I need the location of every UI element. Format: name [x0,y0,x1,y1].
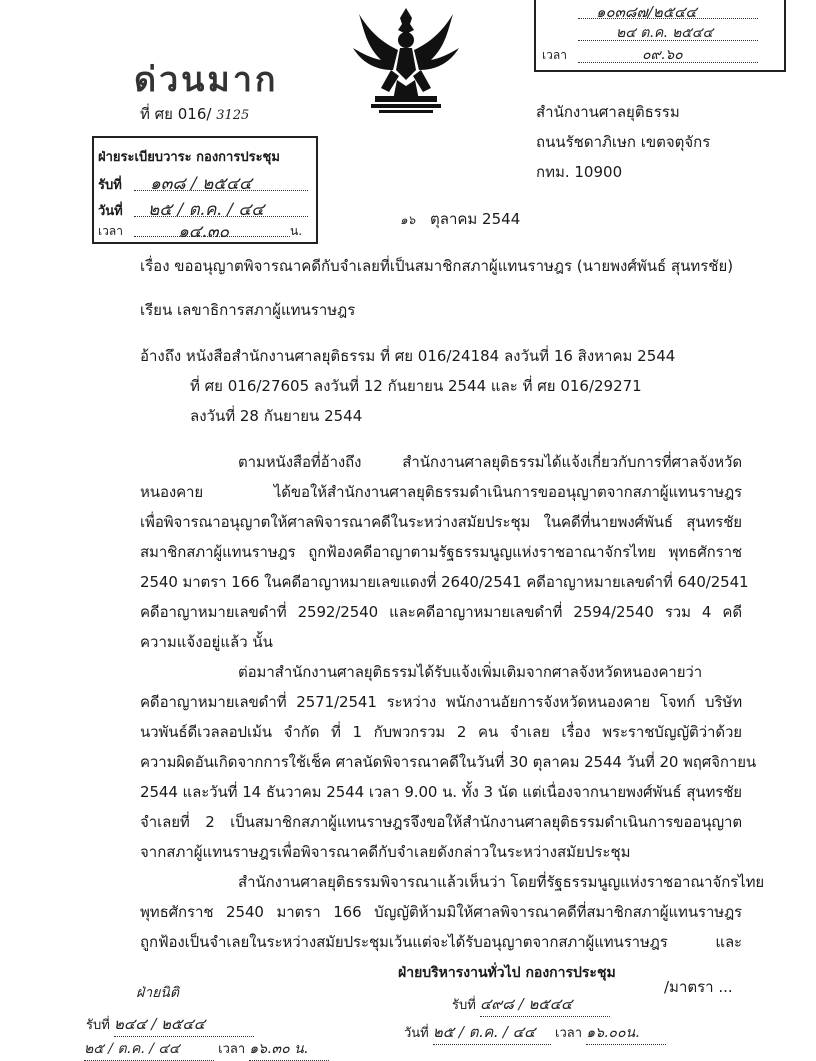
reference-line-1: อ้างถึง หนังสือสำนักงานศาลยุติธรรม ที่ ศย 016/24184 ลงวันที่ 16 สิงหาคม 2544 [140,347,676,365]
registry-stamp-line [134,236,290,237]
bottom-right-stamp-received-value: ๔๙๘ / ๒๕๔๔ [480,992,610,1017]
paragraph-2-line: จำเลยที่ 2 เป็นสมาชิกสภาผู้แทนราษฎรจึงขอให้สำนักงานศาลยุติธรรมดำเนินการขออนุญาต [140,813,742,831]
registry-stamp-time-suffix: น. [290,224,303,238]
addressee-line: เรียน เลขาธิการสภาผู้แทนราษฎร [140,301,356,319]
paragraph-1-line: หนองคาย ได้ขอให้สำนักงานศาลยุติธรรมดำเนินการขออนุญาตจากสภาผู้แทนราษฎร [140,483,742,501]
paragraph-1-line: คดีอาญาหมายเลขดำที่ 2592/2540 และคดีอาญาหมายเลขดำที่ 2594/2540 รวม 4 คดี [140,603,742,621]
paragraph-2-line: จากสภาผู้แทนราษฎรเพื่อพิจารณาคดีกับจำเลยดังกล่าวในระหว่างสมัยประชุม [140,843,631,861]
registry-stamp-line [134,216,308,217]
bottom-right-stamp-time-label: เวลา [555,1026,583,1041]
paragraph-2-line: ความผิดอันเกิดจากการใช้เช็ค ศาลนัดพิจารณาคดีในวันที่ 30 ตุลาคม 2544 วันที่ 20 พฤศจิกายน [140,753,757,771]
bottom-right-stamp-date-value: ๒๕ / ต.ค. / ๔๔ [433,1020,551,1045]
paragraph-3-line: ถูกฟ้องเป็นจำเลยในระหว่างสมัยประชุมเว้นแต่จะได้รับอนุญาตจากสภาผู้แทนราษฎร และ [140,933,742,951]
top-stamp-line [578,18,758,19]
bottom-left-stamp-date [84,1038,329,1061]
bottom-right-stamp-date-label: วันที่ [404,1026,429,1041]
paragraph-1-line: ตามหนังสือที่อ้างถึง สำนักงานศาลยุติธรรมได้แจ้งเกี่ยวกับการที่ศาลจังหวัด [238,453,742,471]
bottom-left-stamp-title: ฝ่ายนิติ [136,985,179,1001]
office-name: สำนักงานศาลยุติธรรม [536,103,680,121]
bottom-left-stamp-received-value: ๒๔๔ / ๒๕๔๔ [114,1012,254,1037]
paragraph-3-line: สำนักงานศาลยุติธรรมพิจารณาแล้วเห็นว่า โดยที่รัฐธรรมนูญแห่งราชอาณาจักรไทย [238,873,765,891]
bottom-right-stamp-time-value: ๑๖.๐๐น. [586,1022,666,1045]
registry-stamp-time-label: เวลา [98,224,123,238]
paragraph-1-line: สมาชิกสภาผู้แทนราษฎร ถูกฟ้องคดีอาญาตามรัฐธรรมนูญแห่งราชอาณาจักรไทย พุทธศักราช [140,543,742,561]
letter-date-day: ๑๖ [400,213,416,227]
paragraph-2-line: นวพันธ์ดีเวลลอปเม้น จำกัด ที่ 1 กับพวกรวม 2 คน จำเลย เรื่อง พระราชบัญญัติว่าด้วย [140,723,742,741]
paragraph-2-line: 2544 และวันที่ 14 ธันวาคม 2544 เวลา 9.00 น. ทั้ง 3 นัด แต่เนื่องจากนายพงศ์พันธ์ สุนทรชัย [140,783,742,801]
bottom-left-stamp-time-label: เวลา [218,1042,246,1057]
registry-stamp [92,136,318,244]
garuda-emblem-icon [345,4,467,116]
paragraph-3-line: พุทธศักราช 2540 มาตรา 166 บัญญัติห้ามมิให้ศาลพิจารณาคดีที่สมาชิกสภาผู้แทนราษฎร [140,903,742,921]
paragraph-1-line: 2540 มาตรา 166 ในคดีอาญาหมายเลขแดงที่ 2640/2541 คดีอาญาหมายเลขดำที่ 640/2541 [140,573,749,591]
continuation-marker: /มาตรา ... [664,978,733,996]
bottom-left-stamp-received [86,1012,254,1037]
registry-stamp-line [134,190,308,191]
top-stamp-time: ๐๙.๖๐ [642,47,683,63]
document-number-label: ที่ ศย 016/ [140,105,212,123]
paragraph-2-line: คดีอาญาหมายเลขดำที่ 2571/2541 ระหว่าง พนักงานอัยการจังหวัดหนองคาย โจทก์ บริษัท [140,693,742,711]
reference-line-3: ลงวันที่ 28 กันยายน 2544 [190,407,363,425]
bottom-right-stamp-date [404,1020,666,1045]
registry-stamp-received-value: ๑๓๘ / ๒๕๔๔ [150,174,252,194]
document-number [140,102,249,126]
top-stamp-time-label: เวลา [542,48,567,62]
bottom-left-stamp-received-label: รับที่ [86,1018,110,1033]
paragraph-2-line: ต่อมาสำนักงานศาลยุติธรรมได้รับแจ้งเพิ่มเติมจากศาลจังหวัดหนองคายว่า [238,663,703,681]
top-stamp-received-number: ๑๐๓๘๗/๒๕๔๔ [596,3,697,21]
bottom-left-stamp-time-value: ๑๖.๓๐ น. [249,1038,329,1061]
registry-stamp-time-value: ๑๔.๓๐ [178,222,230,242]
bottom-right-stamp-title: ฝ่ายบริหารงานทั่วไป กองการประชุม [398,965,616,981]
registry-stamp-received-label: รับที่ [98,178,122,193]
reference-line-2: ที่ ศย 016/27605 ลงวันที่ 12 กันยายน 2544 และ ที่ ศย 016/29271 [190,377,642,395]
subject-line: เรื่อง ขออนุญาตพิจารณาคดีกับจำเลยที่เป็นสมาชิกสภาผู้แทนราษฎร (นายพงศ์พันธ์ สุนทรชัย) [140,257,734,275]
office-city: กทม. 10900 [536,163,623,181]
registry-stamp-date-label: วันที่ [98,204,123,219]
document-number-handwritten: 3125 [216,108,250,123]
top-receipt-stamp [534,0,786,72]
registry-stamp-date-value: ๒๕ / ต.ค. / ๔๔ [148,200,265,220]
bottom-right-stamp-received-label: รับที่ [452,998,476,1013]
registry-stamp-title: ฝ่ายระเบียบวาระ กองการประชุม [98,150,280,165]
urgent-label: ด่วนมาก [134,60,279,100]
bottom-right-stamp-received [452,992,610,1017]
letter-date-month-year: ตุลาคม 2544 [430,210,521,228]
paragraph-1-line: ความแจ้งอยู่แล้ว นั้น [140,633,273,651]
top-stamp-line [578,40,758,41]
top-stamp-date: ๒๔ ต.ค. ๒๕๔๔ [616,25,714,41]
top-stamp-line [578,62,758,63]
office-street: ถนนรัชดาภิเษก เขตจตุจักร [536,133,711,151]
letter-date [400,207,520,231]
bottom-left-stamp-date-value: ๒๕ / ต.ค. / ๔๔ [84,1038,214,1061]
paragraph-1-line: เพื่อพิจารณาอนุญาตให้ศาลพิจารณาคดีในระหว่างสมัยประชุม ในคดีที่นายพงศ์พันธ์ สุนทรชัย [140,513,742,531]
